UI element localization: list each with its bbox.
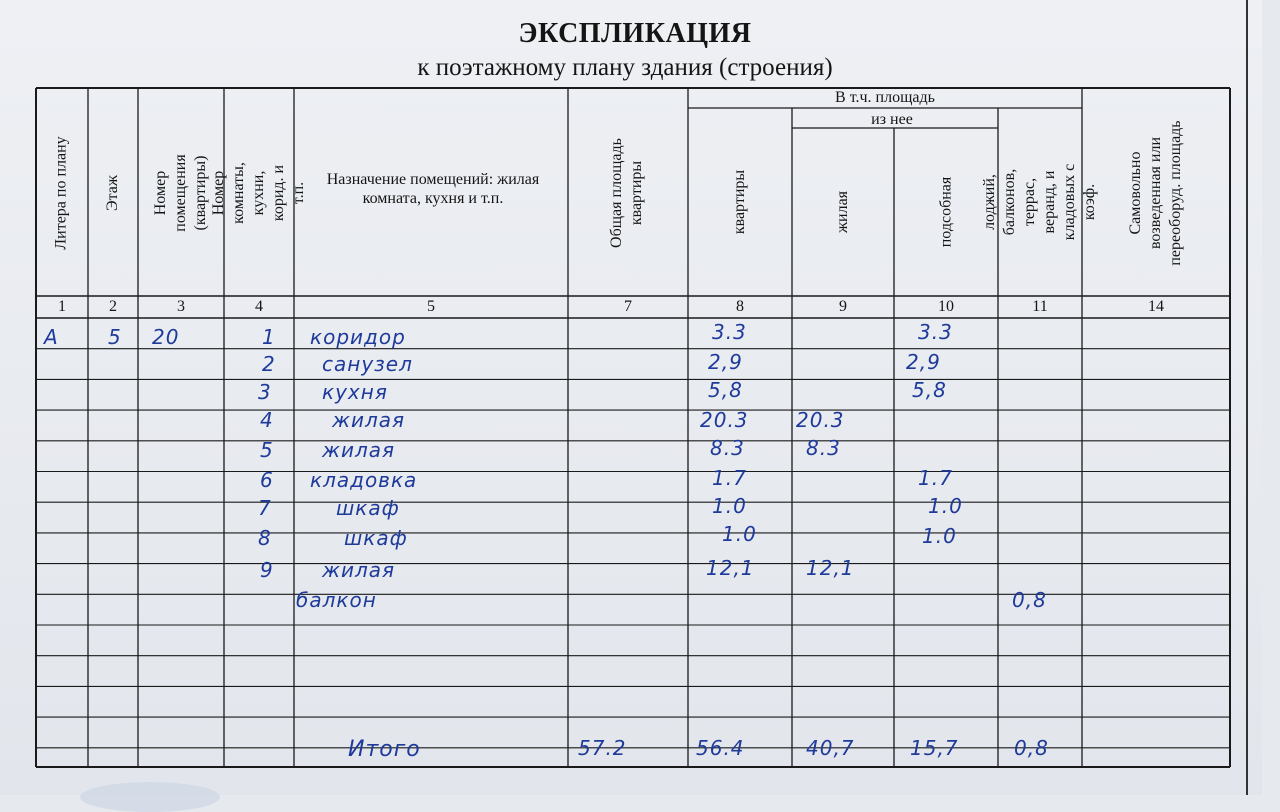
cell-room: 9 (260, 558, 274, 582)
cell-apartment-area: 5,8 (708, 378, 743, 402)
cell-purpose: санузел (322, 352, 413, 376)
cell-apartment-area: 8.3 (710, 436, 745, 460)
column-number: 10 (938, 298, 954, 315)
cell-floor: 5 (108, 325, 122, 349)
cell-room: 3 (258, 380, 272, 404)
cell-auxiliary-area: 1.7 (918, 466, 953, 490)
cell-apartment-area: 12,1 (706, 556, 755, 580)
column-number: 3 (177, 298, 185, 315)
cell-room: 6 (260, 468, 274, 492)
column-number: 5 (427, 298, 435, 315)
document-title: ЭКСПЛИКАЦИЯ (518, 18, 752, 49)
totals-total-area: 57.2 (578, 736, 627, 760)
cell-living-area: 8.3 (806, 436, 841, 460)
cell-living-area: 12,1 (806, 556, 855, 580)
cell-purpose: жилая (322, 558, 396, 582)
header-litera: Литера по плану (53, 135, 71, 250)
header-total-area: Общая площадь квартиры (608, 137, 645, 248)
cell-auxiliary-area: 1.0 (928, 494, 963, 518)
cell-balcony-area: 0,8 (1012, 588, 1047, 612)
totals-apartment-area: 56.4 (696, 736, 745, 760)
column-number: 7 (624, 298, 632, 315)
cell-auxiliary-area: 1.0 (922, 524, 957, 548)
cell-purpose: коридор (310, 325, 406, 349)
cell-apartment-area: 2,9 (708, 350, 743, 374)
column-number: 11 (1032, 298, 1048, 315)
cell-apartment-area: 1.0 (722, 522, 757, 546)
cell-room: 4 (260, 408, 274, 432)
header-apartment-number: Номер помещения (квартиры) (152, 153, 209, 232)
column-number: 14 (1148, 298, 1164, 315)
totals-auxiliary-area: 15,7 (910, 736, 959, 760)
cell-purpose: жилая (332, 408, 406, 432)
totals-label: Итого (348, 737, 421, 762)
cell-room: 7 (258, 496, 272, 520)
page-edge (1246, 0, 1248, 795)
cell-purpose: балкон (296, 588, 377, 612)
cell-room: 2 (262, 352, 276, 376)
totals-living-area: 40,7 (806, 736, 855, 760)
column-number: 1 (58, 298, 66, 315)
header-purpose: Назначение помещений: жилая комната, кухня и т.п. (326, 171, 540, 208)
cell-room: 8 (258, 526, 272, 550)
header-group-area: В т.ч. площадь (835, 89, 935, 106)
header-unauthorized-area: Самовольно возведенная или переоборуд. площадь (1127, 119, 1184, 266)
cell-purpose: шкаф (336, 496, 400, 520)
cell-living-area: 20.3 (796, 408, 845, 432)
document-subtitle: к поэтажному плану здания (строения) (417, 54, 833, 81)
cell-apartment-area: 3.3 (712, 320, 747, 344)
cell-auxiliary-area: 5,8 (912, 378, 947, 402)
header-balcony-area: лоджий, балконов, террас, веранд, и кладовых с коэф. (981, 163, 1098, 240)
stamp-mark (80, 782, 220, 812)
header-living-area: жилая (834, 190, 851, 233)
column-number: 4 (255, 298, 263, 315)
cell-apartment-area: 20.3 (700, 408, 749, 432)
cell-room: 5 (260, 438, 274, 462)
header-auxiliary-area: подсобная (936, 176, 954, 247)
cell-apartment: 20 (152, 325, 180, 349)
cell-auxiliary-area: 2,9 (906, 350, 941, 374)
column-number: 2 (109, 298, 117, 315)
totals-balcony-area: 0,8 (1014, 736, 1049, 760)
cell-purpose: кладовка (310, 468, 418, 492)
cell-apartment-area: 1.0 (712, 494, 747, 518)
cell-auxiliary-area: 3.3 (918, 320, 953, 344)
cell-litera: А (44, 325, 59, 349)
header-floor: Этаж (104, 174, 121, 211)
cell-purpose: кухня (322, 380, 388, 404)
cell-purpose: жилая (322, 438, 396, 462)
column-number: 8 (736, 298, 744, 315)
cell-apartment-area: 1.7 (712, 466, 747, 490)
header-apartment-area: квартиры (731, 169, 748, 234)
cell-purpose: шкаф (344, 526, 408, 550)
column-number: 9 (839, 298, 847, 315)
cell-room: 1 (262, 325, 276, 349)
header-subgroup: из нее (871, 111, 913, 128)
header-room-number: Номер комнаты, кухни, корид. и т.п. (210, 161, 307, 224)
